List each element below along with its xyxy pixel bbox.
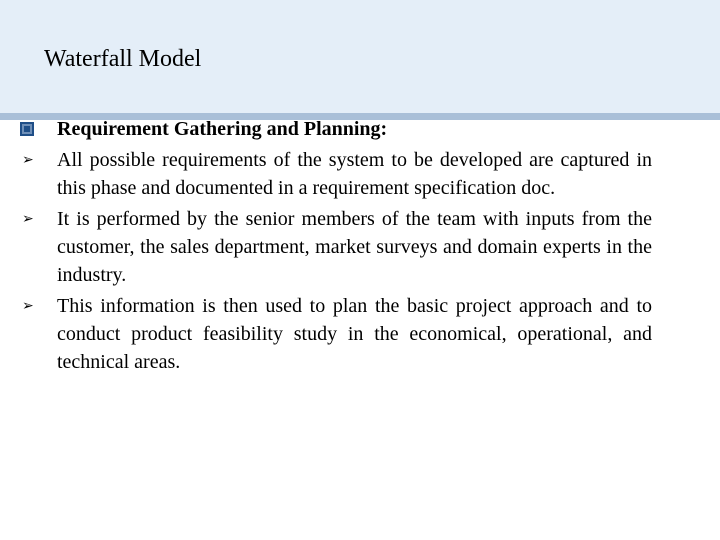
bullet-item bbox=[20, 146, 652, 202]
bullet-text: All possible requirements of the system to be developed are captured in this phase and documented in a requirement specification doc. bbox=[57, 149, 652, 199]
bullet-text: It is performed by the senior members of the team with inputs from the customer, the sales department, market surveys and domain experts in the industry. bbox=[57, 208, 652, 286]
slide-title: Waterfall Model bbox=[44, 46, 202, 72]
slide-content bbox=[20, 115, 652, 376]
section-heading bbox=[20, 115, 652, 143]
arrow-bullet-icon: ➢ bbox=[22, 152, 34, 168]
bullet-item bbox=[20, 205, 652, 289]
bullet-text: This information is then used to plan the basic project approach and to conduct product feasibility study in the economical, operational, and technical areas. bbox=[57, 295, 652, 373]
section-heading-text: Requirement Gathering and Planning: bbox=[57, 118, 388, 140]
square-bullet-icon bbox=[20, 122, 34, 136]
arrow-bullet-icon: ➢ bbox=[22, 211, 34, 227]
arrow-bullet-icon: ➢ bbox=[22, 298, 34, 314]
bullet-item bbox=[20, 292, 652, 376]
